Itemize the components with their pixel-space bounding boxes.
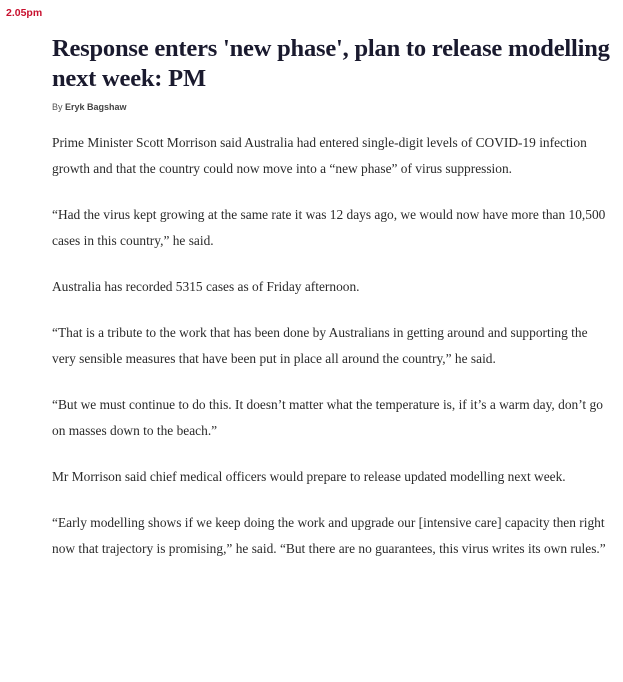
byline: [52, 102, 612, 112]
paragraph: “That is a tribute to the work that has been done by Australians in getting around and supporting the very sensible measures that have been put in place all around the country,” he said.: [52, 325, 588, 366]
paragraph: “But we must continue to do this. It doesn’t matter what the temperature is, if it’s a warm day, don’t go on masses down to the beach.”: [52, 397, 603, 438]
paragraph: “Early modelling shows if we keep doing the work and upgrade our [intensive care] capacity then right now that trajectory is promising,” he said. “But there are no guarantees, this virus writes its own rules.”: [52, 515, 606, 556]
author-name[interactable]: Eryk Bagshaw: [65, 102, 127, 112]
paragraph: Mr Morrison said chief medical officers would prepare to release updated modelling next week.: [52, 469, 566, 484]
article-headline: Response enters 'new phase', plan to release modelling next week: PM: [52, 35, 610, 92]
paragraph: Australia has recorded 5315 cases as of Friday afternoon.: [52, 279, 360, 294]
paragraph: “Had the virus kept growing at the same rate it was 12 days ago, we would now have more than 10,500 cases in this country,” he said.: [52, 207, 606, 248]
post-timestamp: 2.05pm: [6, 7, 43, 19]
byline-prefix: By: [52, 102, 63, 112]
paragraph: Prime Minister Scott Morrison said Australia had entered single-digit levels of COVID-19 infection growth and that the country could now move into a “new phase” of virus suppression.: [52, 135, 587, 176]
article-body: [52, 130, 612, 562]
article: [52, 34, 612, 582]
